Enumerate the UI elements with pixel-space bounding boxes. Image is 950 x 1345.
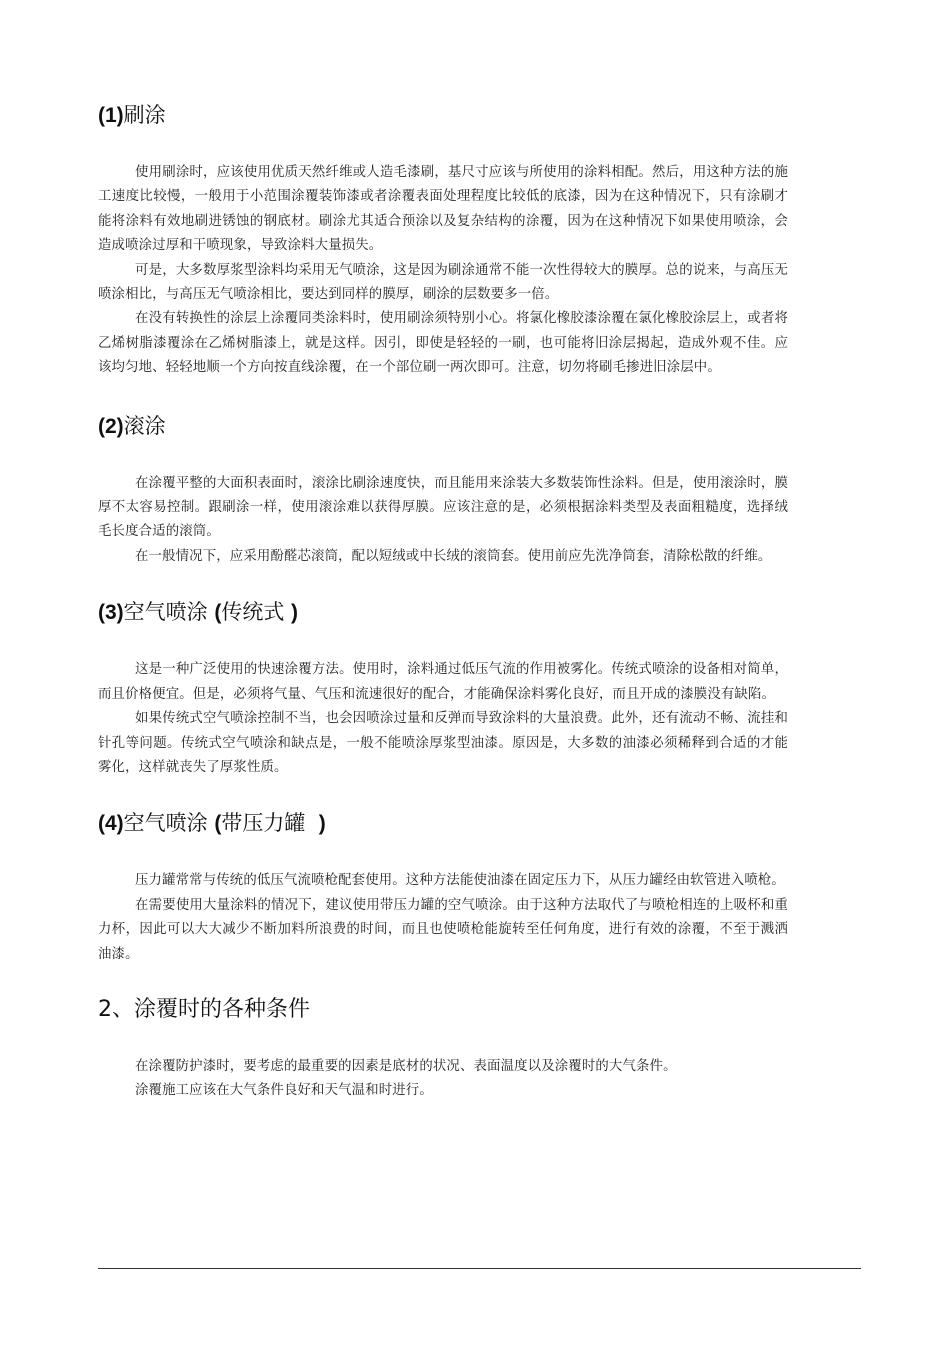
section-title: 滚涂 <box>123 413 166 438</box>
paren-open: ( <box>214 601 222 625</box>
section-title: 空气喷涂 <box>123 811 208 836</box>
section-air-spray-conventional <box>98 597 788 780</box>
paragraph: 在需要使用大量涂料的情况下，建议使用带压力罐的空气喷涂。由于这种方法取代了与喷枪相连的上吸杯和重力杯，因此可以大大减少不断加料所浪费的时间，而且也使喷枪能旋转至任何角度，进行有效的涂覆，不至于溅洒油漆。 <box>98 897 788 962</box>
section-air-spray-pressure-pot <box>98 808 788 967</box>
paragraph: 使用刷涂时，应该使用优质天然纤维或人造毛漆刷，基尺寸应该与所使用的涂料相配。然后，用这种方法的施工速度比较慢，一般用于小范围涂覆装饰漆或者涂覆表面处理程度比较低的底漆，因为在这种情况下，只有涂刷才能将涂料有效地刷进锈蚀的钢底材。刷涂尤其适合预涂以及复杂结构的涂覆，因为在这种情况下如果使用喷涂，会造成喷涂过厚和干喷现象，导致涂料大量损失。 <box>98 165 788 254</box>
section-coating-conditions <box>98 995 788 1104</box>
section-number: (4) <box>98 812 124 836</box>
paragraph: 在一般情况下，应采用酚醛芯滚筒，配以短绒或中长绒的滚筒套。使用前应先洗净筒套，清除松散的纤维。 <box>135 548 772 564</box>
section-heading <box>98 411 788 442</box>
footer-divider <box>98 1268 861 1269</box>
paragraph: 如果传统式空气喷涂控制不当，也会因喷涂过量和反弹而导致涂料的大量浪费。此外，还有流动不畅、流挂和针孔等问题。传统式空气喷涂和缺点是，一般不能喷涂厚浆型油漆。原因是，大多数的油漆必须稀释到合适的才能雾化，这样就丧失了厚浆性质。 <box>98 711 788 775</box>
section-heading <box>98 808 788 839</box>
paragraph: 压力罐常常与传统的低压气流喷枪配套使用。这种方法能使油漆在固定压力下，从压力罐经由软管进入喷枪。 <box>135 873 785 889</box>
section-subtitle: 带压力罐 <box>221 811 306 836</box>
paren-close: ) <box>318 812 326 836</box>
section-number: (2) <box>98 414 124 438</box>
section-title: 刷涂 <box>123 103 166 127</box>
section-brush-coating <box>98 100 788 381</box>
paragraph: 在涂覆防护漆时，要考虑的最重要的因素是底材的状况、表面温度以及涂覆时的大气条件。 <box>135 1058 677 1074</box>
section-number: (3) <box>98 601 124 625</box>
section-heading <box>98 100 788 131</box>
document-body <box>98 100 788 1104</box>
section-number: (1) <box>98 104 124 127</box>
paren-close: ) <box>291 601 299 625</box>
section-title: 空气喷涂 <box>123 600 208 625</box>
paragraph: 可是，大多数厚浆型涂料均采用无气喷涂，这是因为刷涂通常不能一次性得较大的膜厚。总的说来，与高压无喷涂相比，与高压无气喷涂相比，要达到同样的膜厚，刷涂的层数要多一倍。 <box>98 262 788 303</box>
section-heading: 2、涂覆时的各种条件 <box>98 996 310 1022</box>
paren-open: ( <box>214 812 222 836</box>
paragraph: 在涂覆平整的大面积表面时，滚涂比刷涂速度快，而且能用来涂装大多数装饰性涂料。但是，使用滚涂时，膜厚不太容易控制。跟刷涂一样，使用滚涂难以获得厚膜。应该注意的是，必须根据涂料类型及表面粗糙度，选择绒毛长度合适的滚筒。 <box>98 475 788 540</box>
paragraph: 在没有转换性的涂层上涂覆同类涂料时，使用刷涂须特别小心。将氯化橡胶漆涂覆在氯化橡胶涂层上，或者将乙烯树脂漆覆涂在乙烯树脂漆上，就是这样。因引，即使是轻轻的一刷，也可能将旧涂层揭起，造成外观不佳。应该均匀地、轻轻地顺一个方向按直线涂覆，在一个部位刷一两次即可。注意，切勿将刷毛掺进旧涂层中。 <box>98 311 788 376</box>
paragraph: 涂覆施工应该在大气条件良好和天气温和时进行。 <box>135 1083 433 1099</box>
section-heading <box>98 597 788 628</box>
section-subtitle: 传统式 <box>221 600 285 625</box>
section-roller-coating <box>98 411 788 570</box>
paragraph: 这是一种广泛使用的快速涂覆方法。使用时，涂料通过低压气流的作用被雾化。传统式喷涂的设备相对简单，而且价格便宜。但是，必须将气量、气压和流速很好的配合，才能确保涂料雾化良好，而且开成的漆膜没有缺陷。 <box>98 662 788 702</box>
